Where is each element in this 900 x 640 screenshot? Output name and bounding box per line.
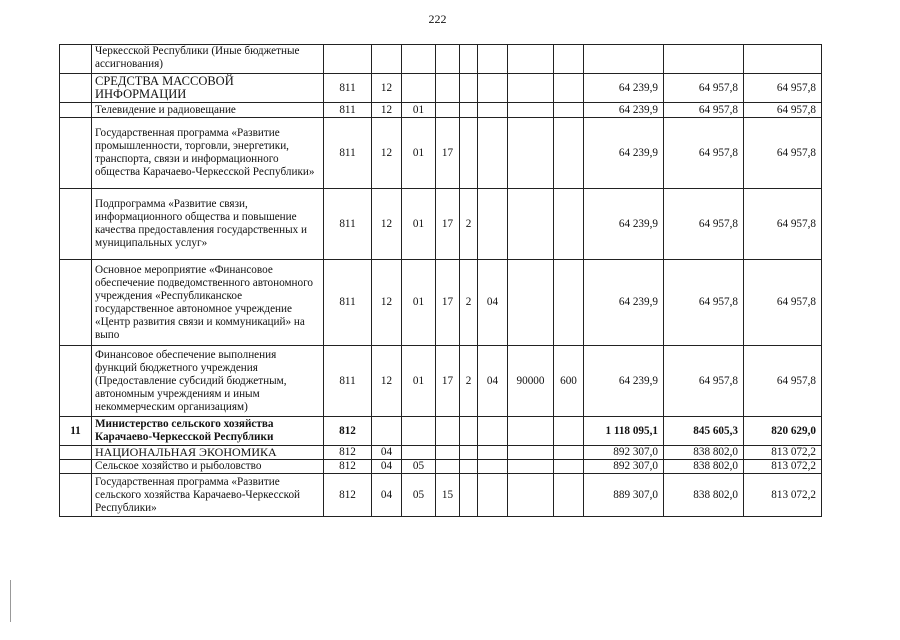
code-program: 17 — [436, 189, 460, 260]
code-program: 17 — [436, 118, 460, 189]
code-measure — [478, 45, 508, 74]
amount-year-1: 64 239,9 — [584, 260, 664, 346]
code-ministry: 811 — [324, 260, 372, 346]
amount-year-1: 64 239,9 — [584, 189, 664, 260]
code-expense-type — [554, 446, 584, 460]
page-number: 222 — [428, 12, 447, 26]
code-expense-type — [554, 474, 584, 517]
code-section: 04 — [372, 446, 402, 460]
row-number — [60, 45, 92, 74]
code-program — [436, 446, 460, 460]
table-row — [60, 460, 822, 474]
code-ministry: 812 — [324, 474, 372, 517]
code-measure — [478, 74, 508, 103]
amount-year-2: 64 957,8 — [664, 118, 744, 189]
code-section: 12 — [372, 103, 402, 118]
amount-year-2: 838 802,0 — [664, 460, 744, 474]
amount-year-3: 813 072,2 — [744, 446, 822, 460]
code-subsection: 05 — [402, 474, 436, 517]
table-row — [60, 118, 822, 189]
code-section: 12 — [372, 260, 402, 346]
code-subsection: 05 — [402, 460, 436, 474]
code-expense-type — [554, 118, 584, 189]
item-name: Финансовое обеспечение выполнения функций бюджетного учреждения (Предоставление субсидий бюджетным, автономным учреждениям и иным некоммерческим организациям) — [92, 346, 324, 417]
code-measure — [478, 189, 508, 260]
row-number — [60, 189, 92, 260]
amount-year-2: 838 802,0 — [664, 446, 744, 460]
row-number — [60, 260, 92, 346]
code-direction — [508, 45, 554, 74]
amount-year-2 — [664, 45, 744, 74]
item-name: Министерство сельского хозяйства Карачаево-Черкесской Республики — [92, 417, 324, 446]
item-name: Основное мероприятие «Финансовое обеспечение подведомственного автономного учреждения «Республиканское государственное автономное учреждение «Центр развития связи и коммуникаций» на выпо — [92, 260, 324, 346]
code-direction — [508, 417, 554, 446]
code-subprogram — [460, 460, 478, 474]
table-body — [60, 45, 822, 517]
scan-edge-mark — [10, 580, 11, 622]
table-row — [60, 189, 822, 260]
code-ministry — [324, 45, 372, 74]
code-section — [372, 45, 402, 74]
amount-year-1: 1 118 095,1 — [584, 417, 664, 446]
code-section: 04 — [372, 474, 402, 517]
code-subprogram — [460, 118, 478, 189]
code-program — [436, 460, 460, 474]
code-program — [436, 74, 460, 103]
code-expense-type — [554, 74, 584, 103]
code-ministry: 812 — [324, 417, 372, 446]
code-section — [372, 417, 402, 446]
code-program: 17 — [436, 346, 460, 417]
row-number — [60, 474, 92, 517]
code-section: 04 — [372, 460, 402, 474]
code-direction — [508, 260, 554, 346]
code-subsection: 01 — [402, 189, 436, 260]
table-row — [60, 474, 822, 517]
amount-year-2: 64 957,8 — [664, 260, 744, 346]
amount-year-1: 64 239,9 — [584, 103, 664, 118]
code-measure — [478, 103, 508, 118]
code-direction — [508, 446, 554, 460]
table-row — [60, 45, 822, 74]
amount-year-2: 838 802,0 — [664, 474, 744, 517]
code-measure — [478, 474, 508, 517]
table-row — [60, 417, 822, 446]
amount-year-2: 64 957,8 — [664, 103, 744, 118]
code-subsection: 01 — [402, 118, 436, 189]
amount-year-1: 64 239,9 — [584, 74, 664, 103]
row-number — [60, 446, 92, 460]
code-ministry: 811 — [324, 118, 372, 189]
code-expense-type: 600 — [554, 346, 584, 417]
code-measure — [478, 460, 508, 474]
amount-year-1: 892 307,0 — [584, 446, 664, 460]
amount-year-2: 64 957,8 — [664, 189, 744, 260]
code-section: 12 — [372, 346, 402, 417]
code-ministry: 811 — [324, 346, 372, 417]
amount-year-1: 889 307,0 — [584, 474, 664, 517]
code-ministry: 811 — [324, 189, 372, 260]
amount-year-1: 64 239,9 — [584, 346, 664, 417]
code-program — [436, 103, 460, 118]
code-section: 12 — [372, 118, 402, 189]
code-ministry: 812 — [324, 460, 372, 474]
amount-year-3: 64 957,8 — [744, 260, 822, 346]
table-row — [60, 260, 822, 346]
table-row — [60, 74, 822, 103]
amount-year-3: 820 629,0 — [744, 417, 822, 446]
code-section: 12 — [372, 189, 402, 260]
amount-year-3: 813 072,2 — [744, 460, 822, 474]
code-direction: 90000 — [508, 346, 554, 417]
code-subsection — [402, 446, 436, 460]
amount-year-2: 64 957,8 — [664, 74, 744, 103]
code-section: 12 — [372, 74, 402, 103]
row-number: 11 — [60, 417, 92, 446]
code-subprogram: 2 — [460, 260, 478, 346]
item-name: Телевидение и радиовещание — [92, 103, 324, 118]
amount-year-2: 845 605,3 — [664, 417, 744, 446]
code-subsection: 01 — [402, 260, 436, 346]
amount-year-3: 64 957,8 — [744, 346, 822, 417]
code-subsection: 01 — [402, 103, 436, 118]
item-name: Государственная программа «Развитие промышленности, торговли, энергетики, транспорта, связи и информационного общества Карачаево-Черкесской Республики» — [92, 118, 324, 189]
code-measure — [478, 417, 508, 446]
code-direction — [508, 103, 554, 118]
code-subsection — [402, 417, 436, 446]
item-name: Подпрограмма «Развитие связи, информационного общества и повышение качества предоставления государственных и муниципальных услуг» — [92, 189, 324, 260]
code-subsection: 01 — [402, 346, 436, 417]
amount-year-2: 64 957,8 — [664, 346, 744, 417]
item-name: СРЕДСТВА МАССОВОЙ ИНФОРМАЦИИ — [92, 74, 324, 103]
amount-year-3: 64 957,8 — [744, 103, 822, 118]
code-ministry: 811 — [324, 103, 372, 118]
code-direction — [508, 474, 554, 517]
table-row — [60, 103, 822, 118]
row-number — [60, 103, 92, 118]
budget-table — [59, 44, 822, 517]
code-direction — [508, 189, 554, 260]
amount-year-3 — [744, 45, 822, 74]
code-direction — [508, 460, 554, 474]
code-expense-type — [554, 103, 584, 118]
item-name: Сельское хозяйство и рыболовство — [92, 460, 324, 474]
code-expense-type — [554, 260, 584, 346]
amount-year-3: 64 957,8 — [744, 189, 822, 260]
code-measure — [478, 118, 508, 189]
code-direction — [508, 74, 554, 103]
code-subprogram: 2 — [460, 346, 478, 417]
item-name: НАЦИОНАЛЬНАЯ ЭКОНОМИКА — [92, 446, 324, 460]
code-direction — [508, 118, 554, 189]
code-program — [436, 417, 460, 446]
amount-year-1 — [584, 45, 664, 74]
code-subprogram — [460, 45, 478, 74]
amount-year-1: 892 307,0 — [584, 460, 664, 474]
code-subprogram — [460, 103, 478, 118]
code-ministry: 812 — [324, 446, 372, 460]
item-name: Черкесской Республики (Иные бюджетные ассигнования) — [92, 45, 324, 74]
code-program: 17 — [436, 260, 460, 346]
amount-year-3: 64 957,8 — [744, 118, 822, 189]
code-expense-type — [554, 417, 584, 446]
row-number — [60, 346, 92, 417]
code-expense-type — [554, 45, 584, 74]
code-subprogram — [460, 474, 478, 517]
code-subsection — [402, 74, 436, 103]
code-subsection — [402, 45, 436, 74]
amount-year-1: 64 239,9 — [584, 118, 664, 189]
code-measure: 04 — [478, 260, 508, 346]
table-row — [60, 446, 822, 460]
row-number — [60, 74, 92, 103]
code-program — [436, 45, 460, 74]
table-row — [60, 346, 822, 417]
amount-year-3: 813 072,2 — [744, 474, 822, 517]
code-measure — [478, 446, 508, 460]
code-expense-type — [554, 460, 584, 474]
code-subprogram — [460, 417, 478, 446]
item-name: Государственная программа «Развитие сельского хозяйства Карачаево-Черкесской Республики» — [92, 474, 324, 517]
code-subprogram: 2 — [460, 189, 478, 260]
row-number — [60, 118, 92, 189]
code-subprogram — [460, 446, 478, 460]
amount-year-3: 64 957,8 — [744, 74, 822, 103]
code-program: 15 — [436, 474, 460, 517]
row-number — [60, 460, 92, 474]
code-measure: 04 — [478, 346, 508, 417]
code-ministry: 811 — [324, 74, 372, 103]
code-subprogram — [460, 74, 478, 103]
code-expense-type — [554, 189, 584, 260]
